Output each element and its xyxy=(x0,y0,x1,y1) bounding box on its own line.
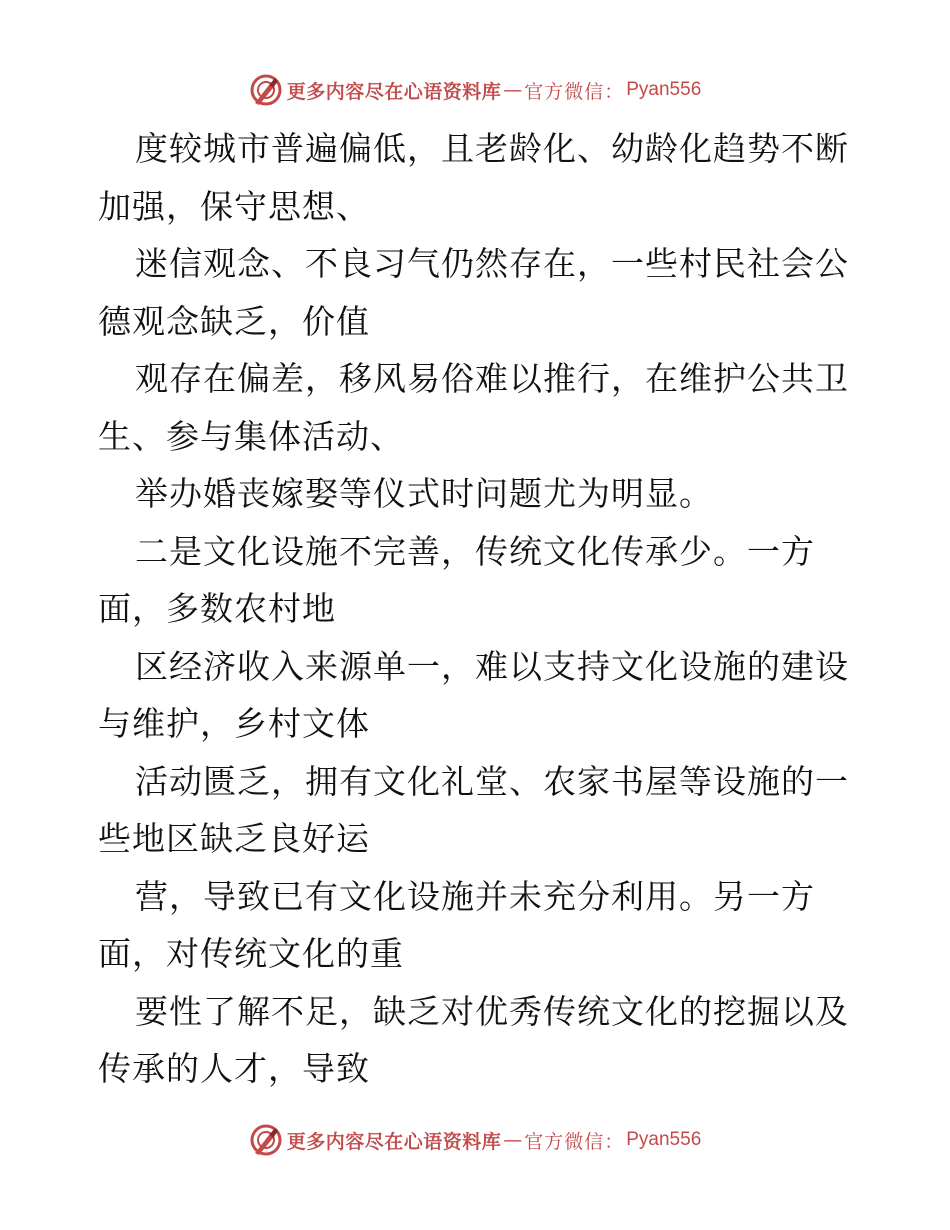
header-banner xyxy=(0,70,950,110)
banner-wechat-id: Pyan556 xyxy=(626,1129,702,1150)
banner-wechat-id: Pyan556 xyxy=(626,79,702,100)
text-line: 迷信观念、不良习气仍然存在，一些村民社会公 xyxy=(135,244,849,283)
footer-banner xyxy=(0,1120,950,1160)
text-line: 生、参与集体活动、 xyxy=(98,416,404,456)
text-line: 面，对传统文化的重 xyxy=(98,934,404,973)
text-line: 些地区缺乏良好运 xyxy=(98,819,370,858)
text-line: 观存在偏差，移风易俗难以推行，在维护公共卫 xyxy=(135,359,849,398)
banner-dash: — xyxy=(503,1129,523,1151)
text-line: 活动匮乏，拥有文化礼堂、农家书屋等设施的一 xyxy=(135,761,849,801)
text-line: 二是文化设施不完善，传统文化传承少。一方 xyxy=(135,531,815,571)
banner-text: 更多内容尽在心语资料库 xyxy=(286,80,502,103)
banner-wechat-label: 官方微信： xyxy=(524,80,625,103)
text-line: 营，导致已有文化设施并未充分利用。另一方 xyxy=(135,876,815,916)
text-line: 面，多数农村地 xyxy=(98,589,336,628)
banner-text: 更多内容尽在心语资料库 xyxy=(286,1130,502,1153)
banner-wechat-label: 官方微信： xyxy=(524,1130,625,1153)
text-line: 举办婚丧嫁娶等仪式时问题尤为明显。 xyxy=(135,474,713,513)
red-pen-logo-icon xyxy=(249,1123,283,1157)
text-line: 度较城市普遍偏低，且老龄化、幼龄化趋势不断 xyxy=(135,129,849,168)
text-line: 德观念缺乏，价值 xyxy=(98,301,370,341)
text-line: 与维护，乡村文体 xyxy=(98,704,370,743)
text-line: 要性了解不足，缺乏对优秀传统文化的挖掘以及 xyxy=(135,991,849,1031)
red-pen-logo-icon xyxy=(249,73,283,107)
text-line: 区经济收入来源单一，难以支持文化设施的建设 xyxy=(135,646,849,686)
text-line: 加强，保守思想、 xyxy=(98,186,370,226)
banner-dash: — xyxy=(503,79,523,101)
document-body xyxy=(98,120,858,1098)
text-line: 传承的人才，导致 xyxy=(98,1049,370,1088)
